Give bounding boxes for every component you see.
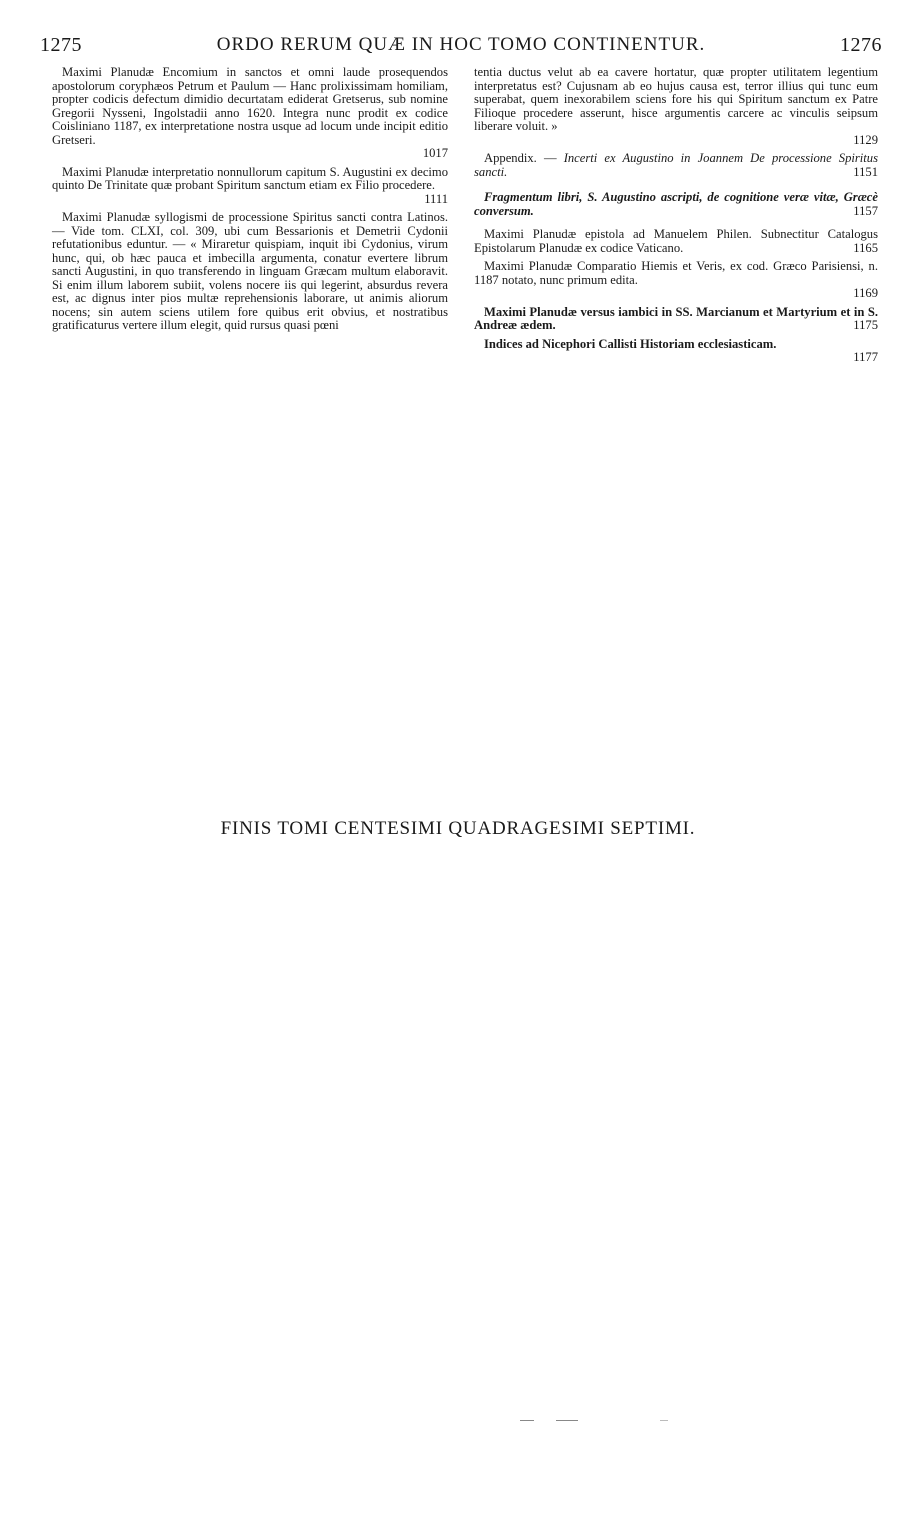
entry-text: Incerti ex Augustino in Joannem De processione Spiritus sancti. bbox=[474, 151, 878, 179]
right-column bbox=[474, 66, 878, 370]
scan-mark bbox=[556, 1420, 578, 1421]
entry-text: Maximi Planudæ syllogismi de processione Spiritus sancti contra Latinos. — Vide tom. CLXI, col. 309, ubi cum Bessarionis et Demetrii Cydonii refutationibus eduntur. — « Miraretur quispiam, inquit ibi Cydonius, virum hunc, qui, ob hæc pauca et imbecilla argumenta, conatur evertere librum sancti Augustini, in quo transferendo in linguam Græcam multum elaboravit. Si enim illum laborem subiit, volens nocere iis qui legerint, absurdus revera est, ac dignus inter pios multæ reprehensionis laborare, ut animis aliorum nocens; sin autem sciens utilem fore quibus erit obvius, et nostratibus gratificaturus vertere illum elegit, quid rursus quasi pœni bbox=[52, 210, 448, 332]
scan-mark bbox=[660, 1420, 668, 1421]
entry-page: 1129 bbox=[853, 132, 878, 147]
entry-page: 1017 bbox=[422, 146, 448, 160]
toc-entry-continuation bbox=[474, 66, 878, 147]
toc-entry bbox=[474, 306, 878, 333]
entry-text: Maximi Planudæ interpretatio nonnullorum capitum S. Augustini ex decimo quinto De Trinitate quæ probant Spiritum sanctum etiam ex Filio procedere. bbox=[52, 164, 448, 192]
entry-text: Indices ad Nicephori Callisti Historiam ecclesiasticam. bbox=[484, 336, 777, 351]
toc-entry bbox=[52, 211, 448, 333]
entry-lead: Appendix. — bbox=[484, 151, 557, 165]
toc-entry bbox=[474, 228, 878, 255]
entry-page: 1177 bbox=[853, 350, 878, 364]
entry-page: 1165 bbox=[853, 240, 878, 255]
toc-entry bbox=[52, 166, 448, 207]
page-number-right: 1276 bbox=[840, 34, 882, 56]
entry-text: Maximi Planudæ epistola ad Manuelem Philen. Subnectitur Catalogus Epistolarum Planudæ ex codice Vaticano. bbox=[474, 227, 878, 255]
toc-entry bbox=[474, 152, 878, 179]
entry-text: Maximi Planudæ versus iambici in SS. Marcianum et Martyrium et in S. Andreæ ædem. bbox=[474, 304, 878, 332]
entry-text: Maximi Planudæ Comparatio Hiemis et Veris, ex cod. Græco Parisiensi, n. 1187 notato, nunc primum edita. bbox=[474, 259, 878, 287]
entry-page: 1157 bbox=[853, 203, 878, 218]
toc-entry bbox=[474, 260, 878, 301]
entry-page: 1111 bbox=[424, 191, 448, 206]
running-header bbox=[40, 34, 882, 60]
scan-mark bbox=[520, 1420, 534, 1421]
entry-page: 1175 bbox=[853, 318, 878, 332]
finis-line: FINIS TOMI CENTESIMI QUADRAGESIMI SEPTIMI. bbox=[220, 818, 696, 839]
toc-entry bbox=[474, 338, 878, 365]
entry-text: Fragmentum libri, S. Augustino ascripti, de cognitione veræ vitæ, Græcè conversum. bbox=[474, 190, 878, 218]
entry-text: Maximi Planudæ Encomium in sanctos et omni laude prosequendos apostolorum coryphæos Petrum et Paulum — Hanc prolixissimam homiliam, propter codicis defectum dimidio decurtatam ediderat Gretserus, sub nomine Gregorii Nysseni, Ingolstadii anno 1620. Integra nunc prodit ex codice Coisliniano 1187, ex interpretatione nostra usque ad locum unde incipit editio Gretseri. bbox=[52, 65, 448, 147]
toc-entry bbox=[474, 191, 878, 218]
running-title: ORDO RERUM QUÆ IN HOC TOMO CONTINENTUR. bbox=[216, 34, 706, 55]
left-column bbox=[52, 66, 448, 338]
entry-page: 1151 bbox=[853, 164, 878, 179]
entry-text: tentia ductus velut ab ea cavere hortatur, quæ propter utilitatem legentium interpretatus est? Cujusnam ab eo hujus causa est, terror illius qui tunc eum superabat, quem inexorabilem sciens fore his qui Spiritum sanctum ex Patre Filioque procedere asserunt, hisce argumentis carcere ac vinculis seipsum liberare voluit. » bbox=[474, 65, 878, 133]
page-number-left: 1275 bbox=[40, 34, 82, 56]
toc-entry bbox=[52, 66, 448, 161]
entry-page: 1169 bbox=[853, 286, 878, 300]
